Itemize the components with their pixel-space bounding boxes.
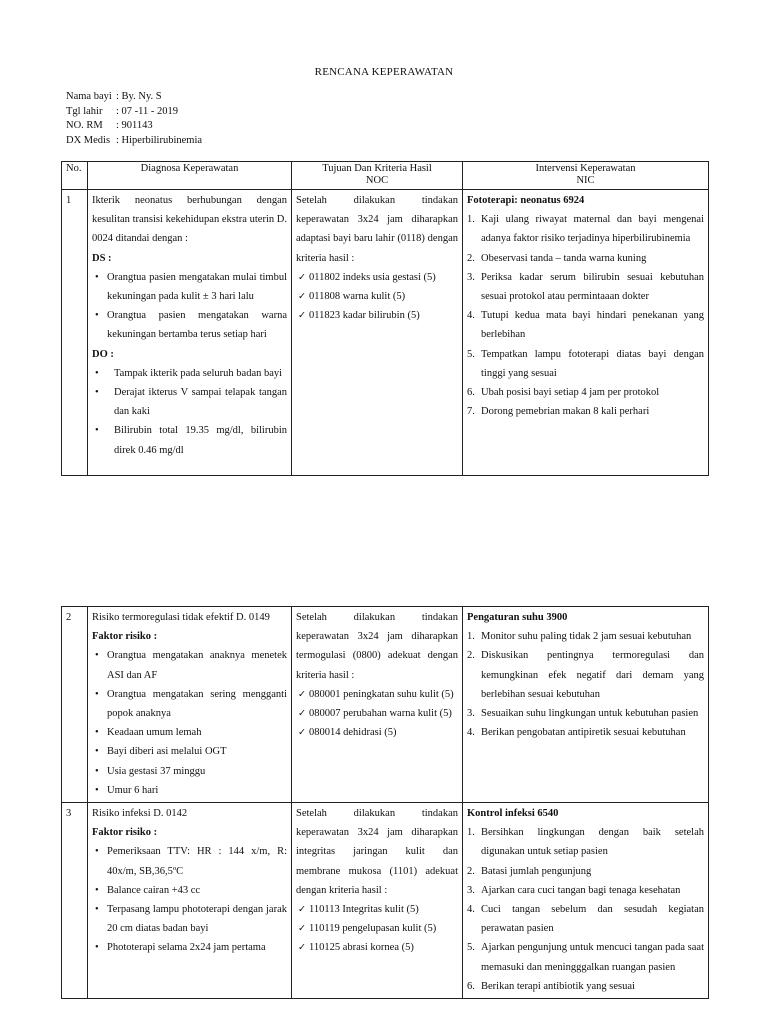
intervensi-cell: Fototerapi: neonatus 6924 1. Kaji ulang riwayat maternal dan bayi mengenai adanya faktor risiko terjadinya hiperbilirubinemia 2. Obeservasi tanda – tanda warna kuning 3. Periksa kadar serum bilirubin sesuai kebutuhan sesuai protokol atau permintaaan dokter 4. Tutupi kedua mata bayi hindari penekanan yang berlebihan 5. Tempatkan lampu fototerapi diatas bayi dengan tinggi yang sesuai 6. Ubah posisi bayi setiap 4 jam per protokol 7. Dorong pemebrian makan 8 kali perhari bbox=[463, 190, 709, 476]
criteria-list bbox=[296, 900, 458, 958]
header-diagnosa: Diagnosa Keperawatan bbox=[88, 162, 292, 190]
list-item: 3. Ajarkan cara cuci tangan bagi tenaga kesehatan bbox=[467, 884, 681, 896]
list-item: • Pemeriksaan TTV: HR : 144 x/m, R: 40x/m, SB,36,5ºC bbox=[92, 842, 287, 880]
list-item: • Orangtua mengatakan anaknya menetek ASI dan AF bbox=[92, 646, 287, 684]
tujuan-cell: Setelah dilakukan tindakan keperawatan 3x24 jam diharapkan adaptasi bayi baru lahir (0118) dengan kriteria hasil : ✓ 011802 indeks usia gestasi (5) ✓ 011808 warna kulit (5) ✓ 011823 kadar bilirubin (5) bbox=[292, 190, 463, 476]
tujuan-cell: Setelah dilakukan tindakan keperawatan 3x24 jam diharapkan integritas jaringan kulit dan membrane mukosa (1101) adekuat dengan kriteria hasil : ✓ 110113 Integritas kulit (5) ✓ 110119 pengelupasan kulit (5) ✓ 110125 abrasi kornea (5) bbox=[292, 803, 463, 999]
intervention-list bbox=[467, 823, 704, 996]
header-tujuan: Tujuan Dan Kriteria Hasil NOC bbox=[292, 162, 463, 190]
list-item: • Balance cairan +43 cc bbox=[92, 881, 287, 900]
list-item: 1. Monitor suhu paling tidak 2 jam sesuai kebutuhan bbox=[467, 631, 692, 643]
list-item: 4. Tutupi kedua mata bayi hindari penekanan yang berlebihan bbox=[467, 310, 704, 341]
row-number: 3 bbox=[62, 803, 88, 999]
list-item: 3. Periksa kadar serum bilirubin sesuai kebutuhan sesuai protokol atau permintaaan dokter bbox=[467, 271, 704, 303]
table-row bbox=[62, 607, 709, 803]
list-item: ✓ 110119 pengelupasan kulit (5) bbox=[296, 919, 458, 938]
list-item: • Tampak ikterik pada seluruh badan bayi bbox=[92, 364, 287, 383]
list-item: • Derajat ikterus V sampai telapak tangan dan kaki bbox=[92, 383, 287, 421]
list-item: • Phototerapi selama 2x24 jam pertama bbox=[92, 938, 287, 957]
intervensi-cell: Pengaturan suhu 3900 1. Monitor suhu paling tidak 2 jam sesuai kebutuhan 2. Diskusikan pentingnya termoregulasi dan kemungkinan efek negatif dari demam yang berlebihan sesuai kebutuhan 3. Sesuaikan suhu lingkungan untuk kebutuhan pasien 4. Berikan pengobatan antipiretik sesuai kebutuhan bbox=[463, 607, 709, 803]
risk-factor-list bbox=[92, 842, 287, 957]
tujuan-cell: Setelah dilakukan tindakan keperawatan 3x24 jam diharapkan termogulasi (0800) adekuat dengan kriteria hasil : ✓ 080001 peningkatan suhu kulit (5) ✓ 080007 perubahan warna kulit (5) ✓ 080014 dehidrasi (5) bbox=[292, 607, 463, 803]
list-item: • Orangtua pasien mengatakan mulai timbul kekuningan pada kulit ± 3 hari lalu bbox=[92, 268, 287, 306]
list-item: 2. Obeservasi tanda – tanda warna kuning bbox=[467, 252, 647, 264]
intervention-list bbox=[467, 627, 704, 742]
criteria-list bbox=[296, 268, 458, 326]
list-item: 4. Berikan pengobatan antipiretik sesuai kebutuhan bbox=[467, 727, 686, 739]
list-item: • Bayi diberi asi melalui OGT bbox=[92, 742, 287, 761]
intervention-list bbox=[467, 210, 704, 421]
list-item: • Orangtua pasien mengatakan warna kekuningan bertamba terus setiap hari bbox=[92, 306, 287, 344]
list-item: • Usia gestasi 37 minggu bbox=[92, 762, 287, 781]
risk-factor-list bbox=[92, 646, 287, 800]
table-header-row bbox=[62, 162, 709, 190]
intervensi-cell: Kontrol infeksi 6540 1. Bersihkan lingkungan dengan baik setelah digunakan untuk setiap pasien 2. Batasi jumlah pengunjung 3. Ajarkan cara cuci tangan bagi tenaga kesehatan 4. Cuci tangan sebelum dan sesudah kegiatan perawatan pasien 5. Ajarkan pengunjung untuk mencuci tangan pada saat memasuki dan meningggalkan ruangan pasien 6. Berikan terapi antibiotik yang sesuai bbox=[463, 803, 709, 999]
list-item: 2. Batasi jumlah pengunjung bbox=[467, 865, 592, 877]
list-item: 1. Kaji ulang riwayat maternal dan bayi mengenai adanya faktor risiko terjadinya hiperbilirubinemia bbox=[467, 214, 704, 245]
list-item: 6. Ubah posisi bayi setiap 4 jam per protokol bbox=[467, 387, 660, 399]
header-no: No. bbox=[62, 162, 88, 190]
list-item: 5. Tempatkan lampu fototerapi diatas bayi dengan tinggi yang sesuai bbox=[467, 348, 704, 379]
list-item: • Keadaan umum lemah bbox=[92, 723, 287, 742]
care-plan-table-1 bbox=[61, 161, 709, 476]
list-item: 4. Cuci tangan sebelum dan sesudah kegiatan perawatan pasien bbox=[467, 904, 704, 935]
row-number: 2 bbox=[62, 607, 88, 803]
header-intervensi: Intervensi Keperawatan NIC bbox=[463, 162, 709, 190]
diagnosa-cell: Risiko termoregulasi tidak efektif D. 0149 Faktor risiko : • Orangtua mengatakan anaknya menetek ASI dan AF • Orangtua mengatakan sering mengganti popok anaknya • Keadaan umum lemah • Bayi diberi asi melalui OGT • Usia gestasi 37 minggu • Umur 6 hari bbox=[88, 607, 292, 803]
patient-row-dx: DX Medis : Hiperbilirubinemia bbox=[66, 134, 203, 146]
list-item: • Bilirubin total 19.35 mg/dl, bilirubin direk 0.46 mg/dl bbox=[92, 421, 287, 459]
list-item: ✓ 011808 warna kulit (5) bbox=[296, 287, 458, 306]
list-item: 6. Berikan terapi antibiotik yang sesuai bbox=[467, 980, 635, 992]
diagnosa-cell: Risiko infeksi D. 0142 Faktor risiko : • Pemeriksaan TTV: HR : 144 x/m, R: 40x/m, SB,36,5ºC • Balance cairan +43 cc • Terpasang lampu phototerapi dengan jarak 20 cm diatas badan bayi • Phototerapi selama 2x24 jam pertama bbox=[88, 803, 292, 999]
patient-row-rm: NO. RM : 901143 bbox=[66, 120, 153, 131]
list-item: ✓ 080007 perubahan warna kulit (5) bbox=[296, 704, 458, 723]
list-item: ✓ 011823 kadar bilirubin (5) bbox=[296, 306, 458, 325]
list-item: ✓ 080014 dehidrasi (5) bbox=[296, 723, 458, 742]
diagnosa-cell: Ikterik neonatus berhubungan dengan kesulitan transisi kekehidupan ekstra uterin D. 0024 ditandai dengan : DS : • Orangtua pasien mengatakan mulai timbul kekuningan pada kulit ± 3 hari lalu • Orangtua pasien mengatakan warna kekuningan bertamba terus setiap hari DO : • Tampak ikterik pada seluruh badan bayi • Derajat ikterus V sampai telapak tangan dan kaki • Bilirubin total 19.35 mg/dl, bilirubin direk 0.46 mg/dl bbox=[88, 190, 292, 476]
patient-row-name: Nama bayi : By. Ny. S bbox=[66, 91, 162, 102]
list-item: ✓ 110125 abrasi kornea (5) bbox=[296, 938, 458, 957]
list-item: 2. Diskusikan pentingnya termoregulasi dan kemungkinan efek negatif dari demam yang berlebihan sesuai kebutuhan bbox=[467, 650, 704, 700]
page-title: RENCANA KEPERAWATAN bbox=[314, 66, 454, 78]
row-number: 1 bbox=[62, 190, 88, 476]
list-item: ✓ 011802 indeks usia gestasi (5) bbox=[296, 268, 458, 287]
criteria-list bbox=[296, 685, 458, 743]
list-item: 3. Sesuaikan suhu lingkungan untuk kebutuhan pasien bbox=[467, 708, 699, 720]
patient-row-dob: Tgl lahir : 07 -11 - 2019 bbox=[66, 105, 179, 117]
table-row bbox=[62, 803, 709, 999]
care-plan-table-2 bbox=[61, 606, 709, 999]
list-item: 1. Bersihkan lingkungan dengan baik setelah digunakan untuk setiap pasien bbox=[467, 827, 704, 858]
ds-list bbox=[92, 268, 287, 345]
list-item: 5. Ajarkan pengunjung untuk mencuci tangan pada saat memasuki dan meningggalkan ruangan pasien bbox=[467, 942, 704, 973]
list-item: ✓ 110113 Integritas kulit (5) bbox=[296, 900, 458, 919]
list-item: 7. Dorong pemebrian makan 8 kali perhari bbox=[467, 406, 650, 418]
list-item: • Terpasang lampu phototerapi dengan jarak 20 cm diatas badan bayi bbox=[92, 900, 287, 938]
patient-info bbox=[66, 90, 202, 148]
list-item: ✓ 080001 peningkatan suhu kulit (5) bbox=[296, 685, 458, 704]
list-item: • Orangtua mengatakan sering mengganti popok anaknya bbox=[92, 685, 287, 723]
do-list bbox=[92, 364, 287, 460]
list-item: • Umur 6 hari bbox=[92, 781, 287, 800]
table-row bbox=[62, 190, 709, 476]
